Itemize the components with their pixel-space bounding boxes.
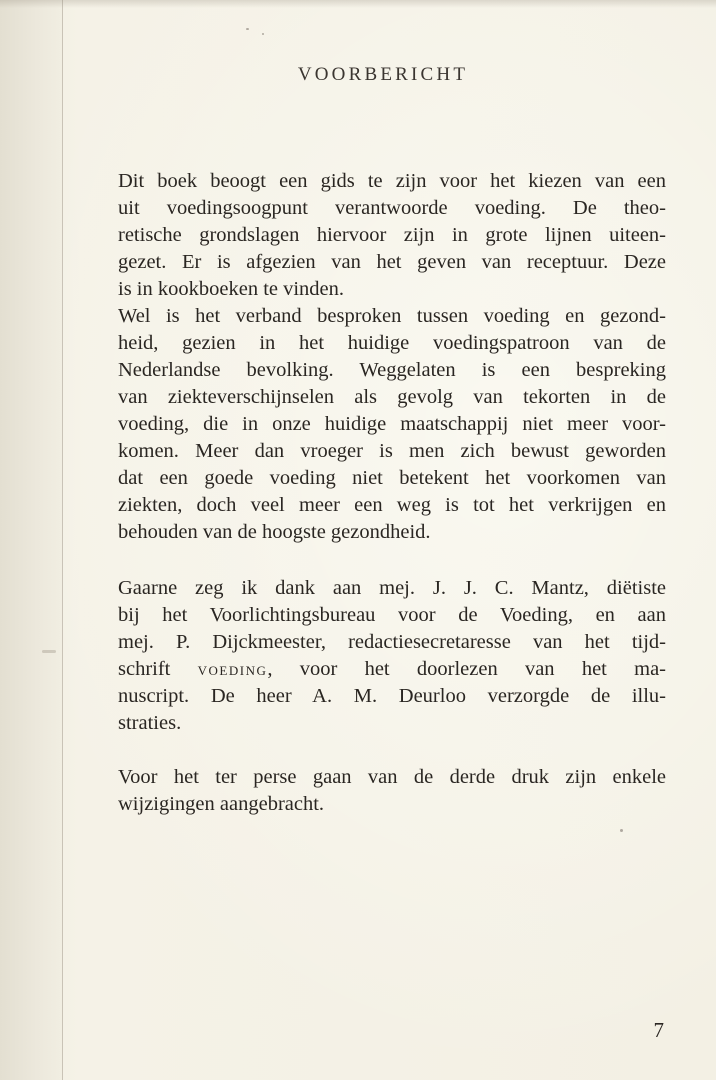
text-line: voeding, die in onze huidige maatschappij niet meer voor- bbox=[118, 413, 666, 435]
text-line: Gaarne zeg ik dank aan mej. J. J. C. Mantz, diëtiste bbox=[118, 577, 666, 599]
paper-speck bbox=[42, 650, 56, 653]
text-line: mej. P. Dijckmeester, redactiesecretaresse van het tijd- bbox=[118, 631, 666, 653]
text-line: komen. Meer dan vroeger is men zich bewust geworden bbox=[118, 440, 666, 462]
paper-speck bbox=[620, 829, 623, 832]
text-line: dat een goede voeding niet betekent het voorkomen van bbox=[118, 467, 666, 489]
text-line: is in kookboeken te vinden. bbox=[118, 278, 345, 300]
text-segment: , voor het doorlezen van het ma- bbox=[267, 658, 666, 680]
text-line: bij het Voorlichtingsbureau voor de Voeding, en aan bbox=[118, 604, 666, 626]
facing-page-edge bbox=[0, 0, 62, 1080]
text-line: van ziekteverschijnselen als gevolg van tekorten in de bbox=[118, 386, 666, 408]
text-line: ziekten, doch veel meer een weg is tot het verkrijgen en bbox=[118, 494, 666, 516]
text-line: retische grondslagen hiervoor zijn in grote lijnen uiteen- bbox=[118, 224, 666, 246]
binding-gutter bbox=[62, 0, 63, 1080]
text-line: Wel is het verband besproken tussen voeding en gezond- bbox=[118, 305, 666, 327]
text-line: Dit boek beoogt een gids te zijn voor het kiezen van een bbox=[118, 170, 666, 192]
text-line: wijzigingen aangebracht. bbox=[118, 793, 325, 815]
journal-name: VOEDING bbox=[197, 663, 268, 678]
text-line: Nederlandse bevolking. Weggelaten is een bespreking bbox=[118, 359, 666, 381]
paper-speck bbox=[262, 33, 264, 35]
text-line: Voor het ter perse gaan van de derde druk zijn enkele bbox=[118, 766, 666, 788]
text-line: heid, gezien in het huidige voedingspatroon van de bbox=[118, 332, 666, 354]
text-segment: schrift bbox=[118, 658, 171, 680]
text-line: gezet. Er is afgezien van het geven van receptuur. Deze bbox=[118, 251, 666, 273]
text-line: straties. bbox=[118, 712, 182, 734]
top-shadow bbox=[0, 0, 716, 8]
text-line: nuscript. De heer A. M. Deurloo verzorgde de illu- bbox=[118, 685, 666, 707]
text-line: behouden van de hoogste gezondheid. bbox=[118, 521, 431, 543]
paper-speck bbox=[246, 28, 249, 30]
page-number: 7 bbox=[653, 1018, 664, 1042]
text-line bbox=[118, 656, 666, 684]
text-line: uit voedingsoogpunt verantwoorde voeding. De theo- bbox=[118, 197, 666, 219]
page-title: VOORBERICHT bbox=[297, 64, 469, 85]
